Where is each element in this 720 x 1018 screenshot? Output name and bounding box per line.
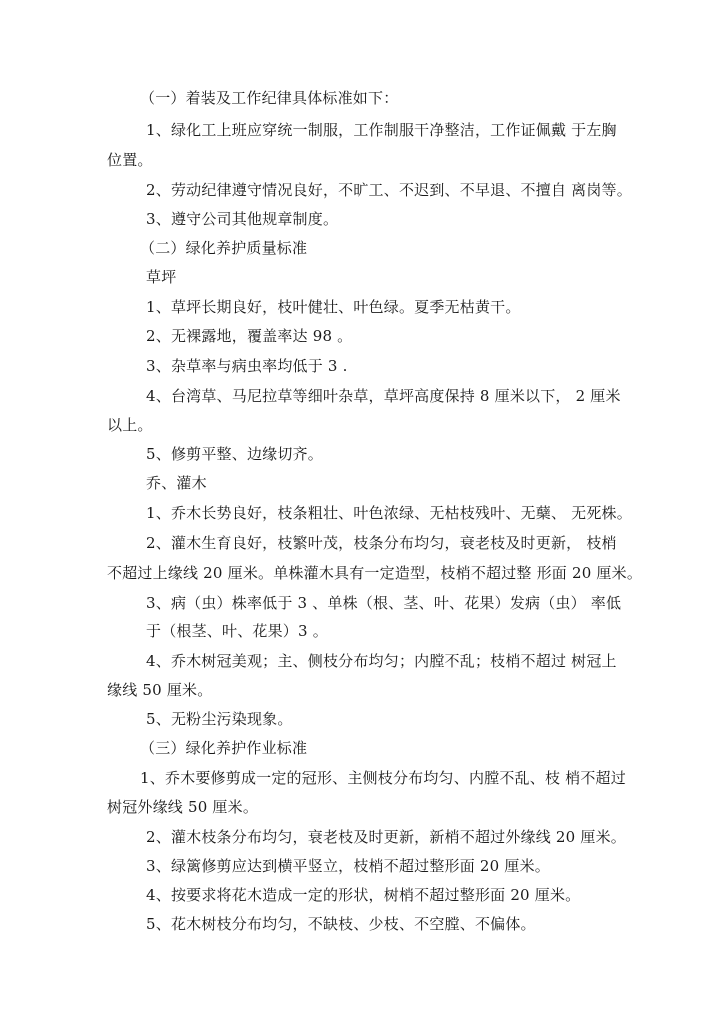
paragraph-line: 4、乔木树冠美观；主、侧枝分布均匀；内膛不乱；枝梢不超过 树冠上: [146, 652, 617, 670]
paragraph-line: 3、杂草率与病虫率均低于 3 .: [146, 357, 348, 375]
paragraph-line: 于（根茎、叶、花果）3 。: [146, 622, 328, 640]
paragraph-line: 2、灌木枝条分布均匀，衰老枝及时更新，新梢不超过外缘线 20 厘米。: [146, 828, 626, 846]
section-heading-1: （一）着装及工作纪律具体标准如下：: [140, 89, 399, 107]
section-heading-3: （三）绿化养护作业标准: [140, 739, 308, 757]
paragraph-line: 2、无裸露地，覆盖率达 98 。: [146, 327, 353, 345]
paragraph-line: 5、无粉尘污染现象。: [146, 710, 293, 728]
paragraph-line: 3、遵守公司其他规章制度。: [146, 210, 339, 228]
paragraph-line: 2、灌木生育良好，枝繁叶茂，枝条分布均匀，衰老枝及时更新， 枝梢: [146, 534, 617, 552]
paragraph-line: 树冠外缘线 50 厘米。: [107, 798, 259, 816]
paragraph-line: 缘线 50 厘米。: [107, 681, 213, 699]
paragraph-line: 4、台湾草、马尼拉草等细叶杂草，草坪高度保持 8 厘米以下， 2 厘米: [146, 387, 621, 405]
paragraph-line: 不超过上缘线 20 厘米。单株灌木具有一定造型，枝梢不超过整 形面 20 厘米。: [107, 564, 643, 582]
paragraph-line: 5、花木树枝分布均匀，不缺枝、少枝、不空膛、不偏体。: [146, 915, 536, 933]
paragraph-line: 1、乔木要修剪成一定的冠形、主侧枝分布均匀、内膛不乱、枝 梢不超过: [140, 769, 626, 787]
paragraph-line: 3、病（虫）株率低于 3 、单株（根、茎、叶、花果）发病（虫） 率低: [146, 594, 622, 612]
section-heading-2: （二）绿化养护质量标准: [140, 239, 308, 257]
paragraph-line: 5、修剪平整、边缘切齐。: [146, 445, 323, 463]
paragraph-line: 3、绿篱修剪应达到横平竖立，枝梢不超过整形面 20 厘米。: [146, 857, 550, 875]
paragraph-line: 4、按要求将花木造成一定的形状，树梢不超过整形面 20 厘米。: [146, 886, 581, 904]
paragraph-line: 2、劳动纪律遵守情况良好，不旷工、不迟到、不早退、不擅自 离岗等。: [146, 181, 632, 199]
subheading-trees: 乔、灌木: [146, 474, 207, 492]
paragraph-line: 1、乔木长势良好，枝条粗壮、叶色浓绿、无枯枝残叶、无蘖、 无死株。: [146, 504, 632, 522]
paragraph-line: 1、草坪长期良好，枝叶健壮、叶色绿。夏季无枯黄干。: [146, 298, 521, 316]
paragraph-line: 位置。: [107, 151, 153, 169]
paragraph-line: 以上。: [107, 416, 153, 434]
paragraph-line: 1、绿化工上班应穿统一制服，工作制服干净整洁，工作证佩戴 于左胸: [146, 121, 617, 139]
subheading-lawn: 草坪: [146, 268, 177, 286]
